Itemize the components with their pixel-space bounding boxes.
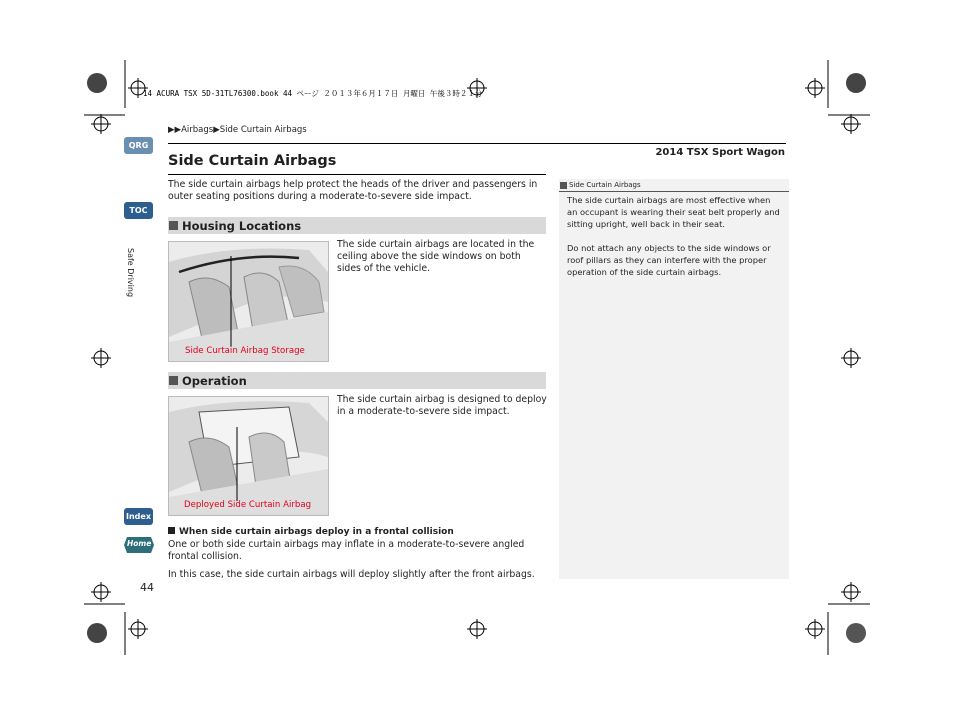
breadcrumb-side-curtain[interactable]: Side Curtain Airbags <box>219 125 307 135</box>
file-header: 14 ACURA TSX 5D-31TL76300.book 44 ページ ２０１３年６月１７日 月曜日 午後３時２１分 <box>143 89 483 98</box>
intro-text: The side curtain airbags help protect the heads of the driver and passengers in outer seating positions during a moderate-to-severe side impact. <box>168 179 538 202</box>
operation-heading-bar <box>168 372 546 389</box>
operation-heading: Operation <box>182 373 247 388</box>
housing-caption: Side Curtain Airbag Storage <box>185 346 305 356</box>
side-note-text-2: Do not attach any objects to the side windows or roof pillars as they can interfere with the proper operation of the side curtain airbags. <box>567 243 771 277</box>
model-name: 2014 TSX Sport Wagon <box>655 147 785 158</box>
chapter-label: Safe Driving <box>126 248 135 298</box>
operation-text: The side curtain airbag is designed to deploy in a moderate-to-severe side impact. <box>337 394 547 417</box>
breadcrumb-airbags[interactable]: Airbags <box>181 125 214 135</box>
title-rule <box>168 174 546 175</box>
toc-tab[interactable]: TOC <box>124 202 153 219</box>
operation-caption: Deployed Side Curtain Airbag <box>184 500 312 510</box>
side-note-heading <box>559 179 789 192</box>
housing-text: The side curtain airbags are located in the ceiling above the side windows on both sides of the vehicle. <box>337 239 535 274</box>
operation-figure <box>168 396 329 516</box>
housing-heading: Housing Locations <box>182 218 302 233</box>
side-note-text-1: The side curtain airbags are most effective when an occupant is wearing their seat belt properly and sitting upright, well back in their seat. <box>567 195 780 229</box>
housing-figure <box>168 241 329 362</box>
frontal-heading-text: When side curtain airbags deploy in a frontal collision <box>179 527 454 537</box>
subheading-square-icon <box>168 527 175 534</box>
index-tab[interactable]: Index <box>124 508 153 525</box>
section-square-icon <box>169 376 178 385</box>
reference-icon <box>560 182 567 189</box>
page-title: Side Curtain Airbags <box>168 153 337 169</box>
side-note-panel <box>559 179 789 579</box>
frontal-heading <box>168 527 454 537</box>
header-rule <box>168 143 786 144</box>
home-label: Home <box>127 539 152 548</box>
housing-heading-bar <box>168 217 546 234</box>
qrg-tab[interactable]: QRG <box>124 137 153 154</box>
side-note-heading-text[interactable]: Side Curtain Airbags <box>569 181 641 189</box>
home-button[interactable] <box>123 536 155 554</box>
car-interior-illustration <box>169 242 328 361</box>
page-number: 44 <box>140 581 154 594</box>
frontal-text-2: In this case, the side curtain airbags will deploy slightly after the front airbags. <box>168 569 535 580</box>
breadcrumb-arrows: ▶▶ <box>168 125 182 135</box>
breadcrumb-separator: ▶ <box>213 125 220 135</box>
frontal-text-1: One or both side curtain airbags may inflate in a moderate-to-severe angled frontal collision. <box>168 539 525 562</box>
deployed-airbag-illustration <box>169 397 328 515</box>
breadcrumb <box>168 125 307 135</box>
section-square-icon <box>169 221 178 230</box>
